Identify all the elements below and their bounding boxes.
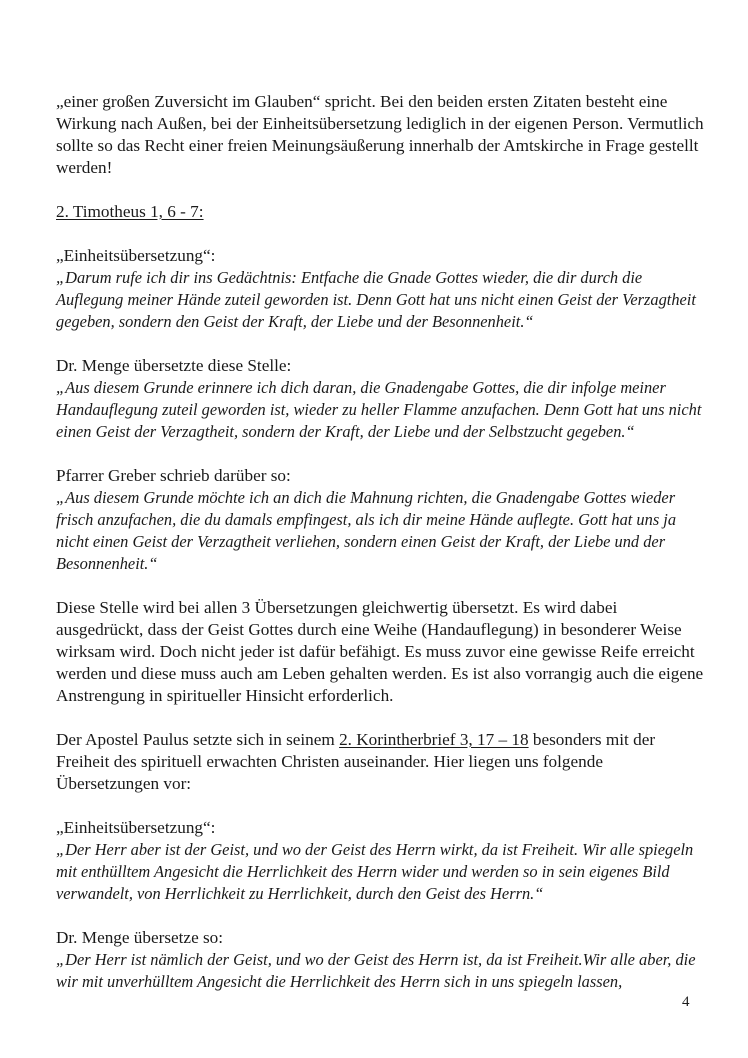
quote-einheitsuebersetzung-2: „Der Herr aber ist der Geist, und wo der Geist des Herrn wirkt, da ist Freiheit. Wir alle spiegeln mit enthülltem Angesicht die Herrlichkeit des Herrn wider und werden so in sein eigenes Bild verwandelt, von Herrlichkeit zu Herrlichkeit, durch den Geist des Herrn.“ <box>56 840 694 903</box>
intro-paragraph: „einer großen Zuversicht im Glauben“ spricht. Bei den beiden ersten Zitaten besteht eine Wirkung nach Außen, bei der Einheitsübersetzung lediglich in der eigenen Person. Vermutlich sollte so das Recht einer freien Meinungsäußerung innerhalb der Amtskirche in Frage gestellt werden! <box>56 92 704 177</box>
spacer <box>56 575 706 597</box>
label-greber: Pfarrer Greber schrieb darüber so: <box>56 466 291 485</box>
label-menge-2: Dr. Menge übersetze so: <box>56 928 224 947</box>
spacer <box>56 333 706 355</box>
document-page <box>56 91 706 993</box>
intro-text-before: Der Apostel Paulus setzte sich in seinem <box>56 730 340 749</box>
intro-text-after: besonders mit der Freiheit des spirituell erwachten Christen auseinander. Hier liegen uns folgende Übersetzungen vor: <box>56 730 656 793</box>
label-einheitsuebersetzung-2: „Einheitsübersetzung“: <box>56 818 216 837</box>
quote-menge: „Aus diesem Grunde erinnere ich dich daran, die Gnadengabe Gottes, die dir infolge meiner Handauflegung zuteil geworden ist, wieder zu heller Flamme anzufachen. Denn Gott hat uns nicht einen Geist der Verzagtheit, sondern der Kraft, der Liebe und der Selbstzucht gegeben.“ <box>56 378 702 441</box>
commentary-paragraph: Diese Stelle wird bei allen 3 Übersetzungen gleichwertig übersetzt. Es wird dabei ausgedrückt, dass der Geist Gottes durch eine Weihe (Handauflegung) in besonderer Weise wirksam wird. Doch nicht jeder ist dafür befähigt. Es muss zuvor eine gewisse Reife erreicht werden und diese muss auch am Leben gehalten werden. Es ist also vorrangig auch die eigene Anstrengung in spiritueller Hinsicht erforderlich. <box>56 598 704 705</box>
spacer <box>56 179 706 201</box>
korinther-reference: 2. Korintherbrief 3, 17 – 18 <box>339 730 529 749</box>
spacer <box>56 223 706 245</box>
label-menge: Dr. Menge übersetzte diese Stelle: <box>56 356 292 375</box>
spacer <box>56 443 706 465</box>
quote-menge-2: „Der Herr ist nämlich der Geist, und wo der Geist des Herrn ist, da ist Freiheit.Wir alle aber, die wir mit unverhülltem Angesicht die Herrlichkeit des Herrn sich in uns spiegeln lassen, <box>56 950 696 991</box>
spacer <box>56 905 706 927</box>
korinther-intro-paragraph <box>56 729 706 795</box>
section-heading-timotheus: 2. Timotheus 1, 6 - 7: <box>56 202 204 221</box>
quote-greber: „Aus diesem Grunde möchte ich an dich die Mahnung richten, die Gnadengabe Gottes wieder frisch anzufachen, die du damals empfingest, als ich dir meine Hände auflegte. Gott hat uns ja nicht einen Geist der Verzagtheit verliehen, sondern einen Geist der Kraft, der Liebe und der Besonnenheit.“ <box>56 488 677 573</box>
page-number: 4 <box>682 994 690 1010</box>
quote-einheitsuebersetzung: „Darum rufe ich dir ins Gedächtnis: Entfache die Gnade Gottes wieder, die dir durch die Auflegung meiner Hände zuteil geworden ist. Denn Gott hat uns nicht einen Geist der Verzagtheit gegeben, sondern den Geist der Kraft, der Liebe und der Besonnenheit.“ <box>56 268 696 331</box>
spacer <box>56 707 706 729</box>
label-einheitsuebersetzung: „Einheitsübersetzung“: <box>56 246 216 265</box>
spacer <box>56 795 706 817</box>
